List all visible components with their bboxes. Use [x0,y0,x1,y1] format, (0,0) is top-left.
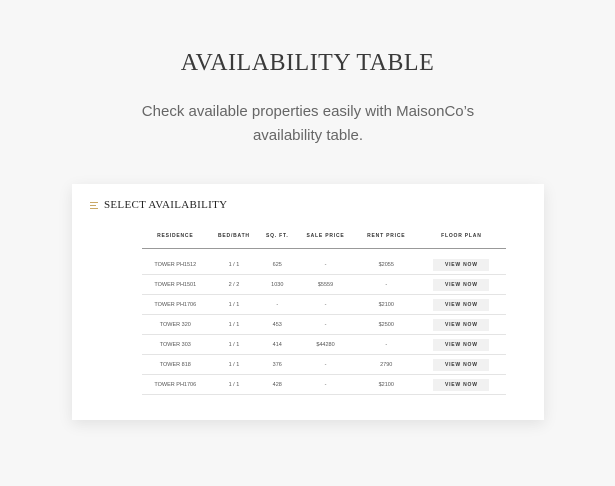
bed-bath-cell: 1 / 1 [209,295,260,315]
sq-ft-cell: 376 [259,355,295,375]
page-title: AVAILABILITY TABLE [180,50,435,76]
view-now-button[interactable]: VIEW NOW [433,279,489,291]
table-row [142,375,506,395]
floor-plan-cell [417,275,506,295]
residence-cell: TOWER PH1706 [142,295,209,315]
view-now-button[interactable]: VIEW NOW [433,299,489,311]
table-row [142,249,506,275]
column-header-sale-price: SALE PRICE [295,224,356,249]
residence-cell: TOWER PH1501 [142,275,209,295]
floor-plan-cell [417,315,506,335]
rent-price-cell: - [356,335,417,355]
view-now-button[interactable]: VIEW NOW [433,379,489,391]
floor-plan-cell [417,249,506,275]
floor-plan-cell [417,375,506,395]
rent-price-cell: 2790 [356,355,417,375]
sq-ft-cell: 414 [259,335,295,355]
bed-bath-cell: 2 / 2 [209,275,260,295]
sq-ft-cell: 1030 [259,275,295,295]
floor-plan-cell [417,355,506,375]
sale-price-cell: - [295,315,356,335]
floor-plan-cell [417,335,506,355]
card-title: SELECT AVAILABILITY [104,199,228,211]
column-header-bed-bath: BED/BATH [209,224,260,249]
sq-ft-cell: 428 [259,375,295,395]
availability-card [72,184,544,420]
view-now-button[interactable]: VIEW NOW [433,339,489,351]
sale-price-cell: - [295,295,356,315]
residence-cell: TOWER 303 [142,335,209,355]
sale-price-cell: - [295,249,356,275]
bed-bath-cell: 1 / 1 [209,375,260,395]
view-now-button[interactable]: VIEW NOW [433,259,489,271]
residence-cell: TOWER 818 [142,355,209,375]
sale-price-cell: - [295,375,356,395]
column-header-rent-price: RENT PRICE [356,224,417,249]
residence-cell: TOWER PH1512 [142,249,209,275]
bed-bath-cell: 1 / 1 [209,335,260,355]
rent-price-cell: - [356,275,417,295]
table-row [142,335,506,355]
card-header [90,199,227,211]
table-row [142,355,506,375]
sq-ft-cell: 453 [259,315,295,335]
bed-bath-cell: 1 / 1 [209,355,260,375]
table-row [142,275,506,295]
rent-price-cell: $2100 [356,295,417,315]
view-now-button[interactable]: VIEW NOW [433,359,489,371]
availability-table [142,224,506,395]
sq-ft-cell: - [259,295,295,315]
residence-cell: TOWER 320 [142,315,209,335]
rent-price-cell: $2500 [356,315,417,335]
residence-cell: TOWER PH1706 [142,375,209,395]
sq-ft-cell: 625 [259,249,295,275]
rent-price-cell: $2100 [356,375,417,395]
rent-price-cell: $2055 [356,249,417,275]
menu-icon [90,200,98,211]
column-header-floor-plan: FLOOR PLAN [417,224,506,249]
view-now-button[interactable]: VIEW NOW [433,319,489,331]
table-row [142,295,506,315]
floor-plan-cell [417,295,506,315]
sale-price-cell: $44280 [295,335,356,355]
column-header-sq-ft: SQ. FT. [259,224,295,249]
bed-bath-cell: 1 / 1 [209,315,260,335]
table-row [142,315,506,335]
sale-price-cell: - [295,355,356,375]
column-header-residence: RESIDENCE [142,224,209,249]
page-subtitle: Check available properties easily with MaisonCo’s availability table. [141,103,475,144]
table-header-row [142,224,506,249]
bed-bath-cell: 1 / 1 [209,249,260,275]
sale-price-cell: $5559 [295,275,356,295]
